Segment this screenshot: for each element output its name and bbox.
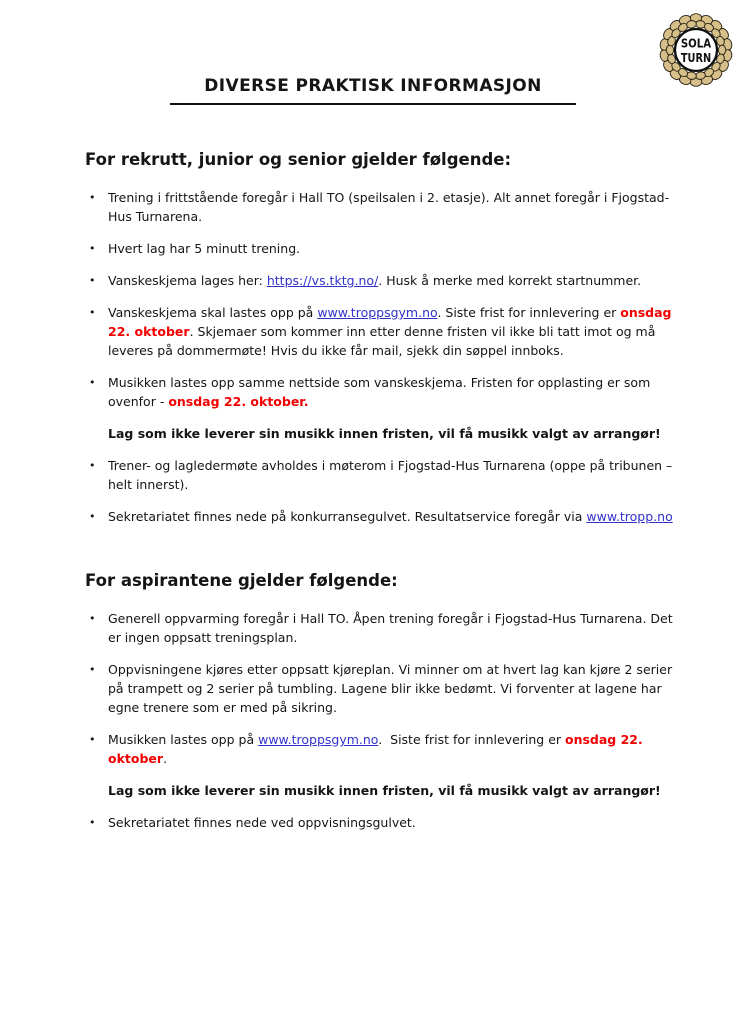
text-run: Hvert lag har 5 minutt trening. [108, 241, 301, 256]
text-run: Lag som ikke leverer sin musikk innen fristen, vil få musikk valgt av arrangør! [108, 426, 661, 441]
text-run: . Husk å merke med korrekt startnummer. [378, 273, 642, 288]
note-paragraph [108, 424, 685, 443]
list-item [85, 730, 685, 768]
text-run: Musikken lastes opp på [108, 732, 259, 747]
bullet-marker: • [89, 376, 96, 389]
bullet-marker: • [89, 663, 96, 676]
bullet-marker: • [89, 510, 96, 523]
paragraph-text [108, 609, 685, 647]
paragraph-text [108, 781, 685, 800]
deadline-text: onsdag 22. oktober [108, 305, 672, 339]
list-item [85, 373, 685, 411]
list-item [85, 609, 685, 647]
list-item [85, 239, 685, 258]
text-run: Vanskeskjema lages her: [108, 273, 267, 288]
text-run: Trening i frittstående foregår i Hall TO (speilsalen i 2. etasje). Alt annet foregår i Fjogstad-Hus Turnarena. [108, 190, 670, 224]
paragraph-text [108, 813, 685, 832]
list-item [85, 456, 685, 494]
text-run: Vanskeskjema skal lastes opp på [108, 305, 318, 320]
paragraph-text [108, 373, 685, 411]
text-run: . Skjemaer som kommer inn etter denne fristen vil ikke bli tatt imot og må leveres på dommermøte! Hvis du ikke får mail, sjekk din søppel innboks. [108, 324, 656, 358]
list-item [85, 188, 685, 226]
bullet-marker: • [89, 816, 96, 829]
document-content [85, 149, 685, 832]
paragraph-text [108, 188, 685, 226]
paragraph-text [108, 271, 685, 290]
title-wrap [0, 0, 746, 105]
bullet-marker: • [89, 274, 96, 287]
note-paragraph [108, 781, 685, 800]
sola-turn-logo [654, 11, 738, 89]
section [85, 570, 685, 832]
text-run: Sekretariatet finnes nede ved oppvisningsgulvet. [108, 815, 416, 830]
paragraph-text [108, 660, 685, 717]
section [85, 149, 685, 526]
bullet-marker: • [89, 242, 96, 255]
text-run: Sekretariatet finnes nede på konkurransegulvet. Resultatservice foregår via [108, 509, 587, 524]
text-run: Musikken lastes opp samme nettside som vanskeskjema. Fristen for opplasting er som ovenfor - [108, 375, 651, 409]
text-run: Oppvisningene kjøres etter oppsatt kjøreplan. Vi minner om at hvert lag kan kjøre 2 serier på trampett og 2 serier på tumbling. Lagene blir ikke bedømt. Vi forventer at lagene har egne trenere som er med på sikring. [108, 662, 673, 715]
page-title: DIVERSE PRAKTISK INFORMASJON [170, 76, 575, 105]
list-item [85, 303, 685, 360]
bullet-marker: • [89, 306, 96, 319]
paragraph-text [108, 303, 685, 360]
deadline-text: onsdag 22. oktober. [168, 394, 309, 409]
text-run: . Siste frist for innlevering er [378, 732, 565, 747]
text-run: Trener- og lagledermøte avholdes i møterom i Fjogstad-Hus Turnarena (oppe på tribunen – helt innerst). [108, 458, 673, 492]
list-item [85, 660, 685, 717]
bullet-marker: • [89, 459, 96, 472]
list-item [85, 813, 685, 832]
bullet-marker: • [89, 733, 96, 746]
text-run: Lag som ikke leverer sin musikk innen fristen, vil få musikk valgt av arrangør! [108, 783, 661, 798]
list-item [85, 271, 685, 290]
list-item [85, 507, 685, 526]
section-heading: For rekrutt, junior og senior gjelder følgende: [85, 150, 512, 169]
paragraph-text [108, 730, 685, 768]
tropp-link[interactable]: www.tropp.no [586, 509, 673, 524]
bullet-marker: • [89, 612, 96, 625]
text-run: . [163, 751, 168, 766]
vs-tktg-link[interactable]: https://vs.tktg.no/ [266, 273, 379, 288]
paragraph-text [108, 507, 685, 526]
deadline-text: onsdag 22. oktober [108, 732, 643, 766]
logo-text-line1: SOLA [680, 35, 712, 51]
logo-text-line2: TURN [680, 49, 712, 65]
paragraph-text [108, 456, 685, 494]
troppsgym-link[interactable]: www.troppsgym.no [258, 732, 379, 747]
text-run: Generell oppvarming foregår i Hall TO. Åpen trening foregår i Fjogstad-Hus Turnarena. Det er ingen oppsatt treningsplan. [108, 611, 673, 645]
troppsgym-link[interactable]: www.troppsgym.no [317, 305, 438, 320]
section-heading: For aspirantene gjelder følgende: [85, 571, 398, 590]
text-run: . Siste frist for innlevering er [437, 305, 621, 320]
paragraph-text [108, 424, 685, 443]
paragraph-text [108, 239, 685, 258]
bullet-marker: • [89, 191, 96, 204]
